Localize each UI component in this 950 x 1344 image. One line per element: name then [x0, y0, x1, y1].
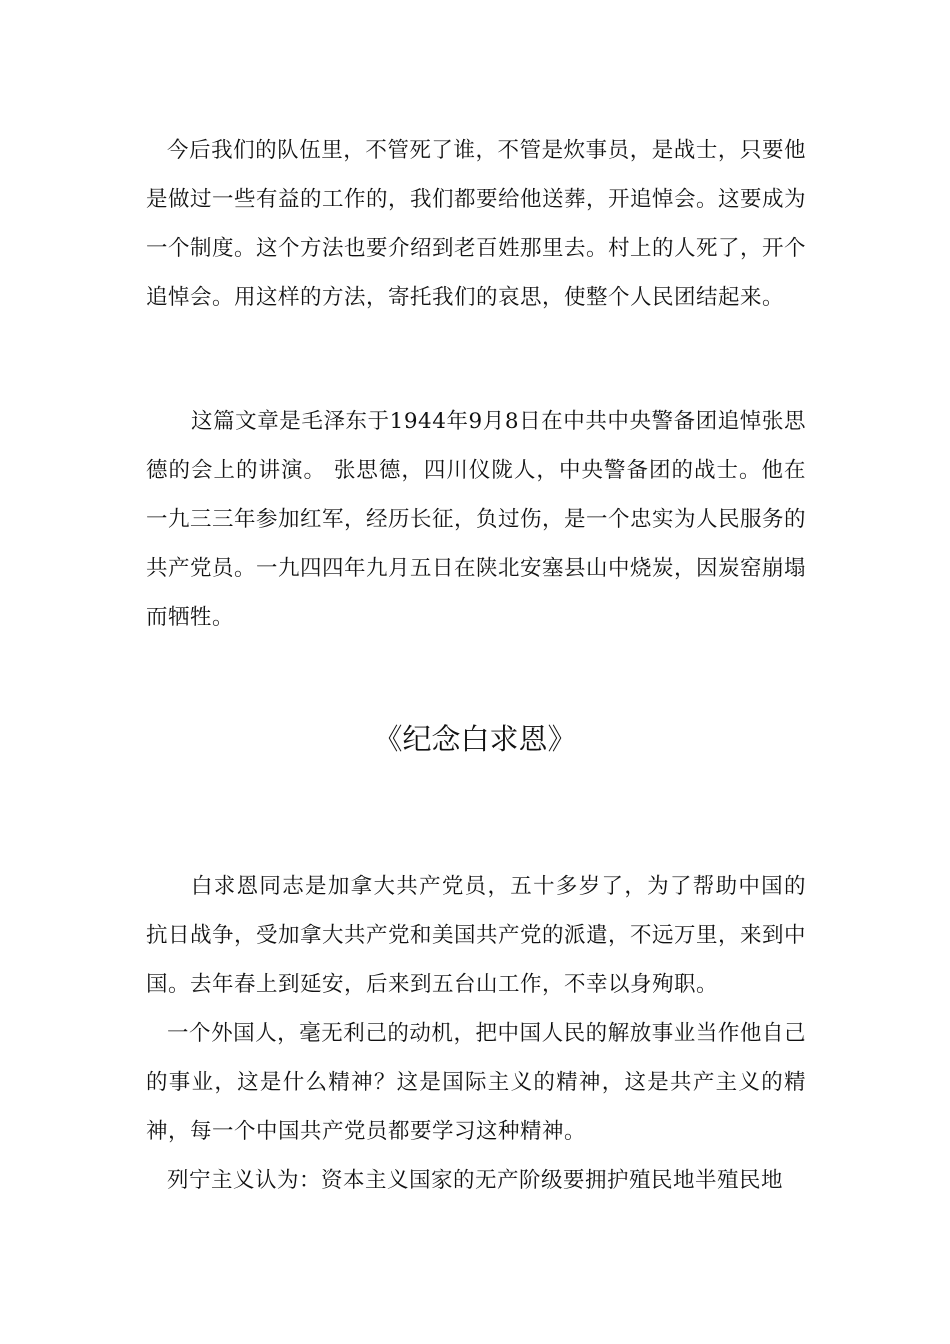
section-title: 《纪念白求恩》 — [373, 722, 577, 756]
paragraph-funeral-system: 今后我们的队伍里，不管死了谁，不管是炊事员，是战士，只要他是做过一些有益的工作的，我们都要给他送葬，开追悼会。这要成为一个制度。这个方法也要介绍到老百姓那里去。村上的人死了，开个追悼会。用这样的方法，寄托我们的哀思，使整个人民团结起来。 — [146, 138, 807, 310]
paragraph-bethune-intro: 白求恩同志是加拿大共产党员，五十多岁了，为了帮助中国的抗日战争，受加拿大共产党和美国共产党的派遣，不远万里，来到中国。去年春上到延安，后来到五台山工作，不幸以身殉职。 — [146, 874, 807, 997]
paragraph-leninism: 列宁主义认为：资本主义国家的无产阶级要拥护殖民地半殖民地 — [167, 1168, 784, 1193]
paragraph-internationalism: 一个外国人，毫无利己的动机，把中国人民的解放事业当作他自己的事业，这是什么精神？这是国际主义的精神，这是共产主义的精神，每一个中国共产党员都要学习这种精神。 — [146, 1021, 806, 1144]
paragraph-zhang-side-note: 这篇文章是毛泽东于1944年9月8日在中共中央警备团追悼张思德的会上的讲演。 张思德，四川仪陇人，中央警备团的战士。他在一九三三年参加红军，经历长征，负过伤，是一个忠实为人民服务的共产党员。一九四四年九月五日在陕北安塞县山中烧炭，因炭窑崩塌而牺牲。 — [146, 409, 807, 630]
